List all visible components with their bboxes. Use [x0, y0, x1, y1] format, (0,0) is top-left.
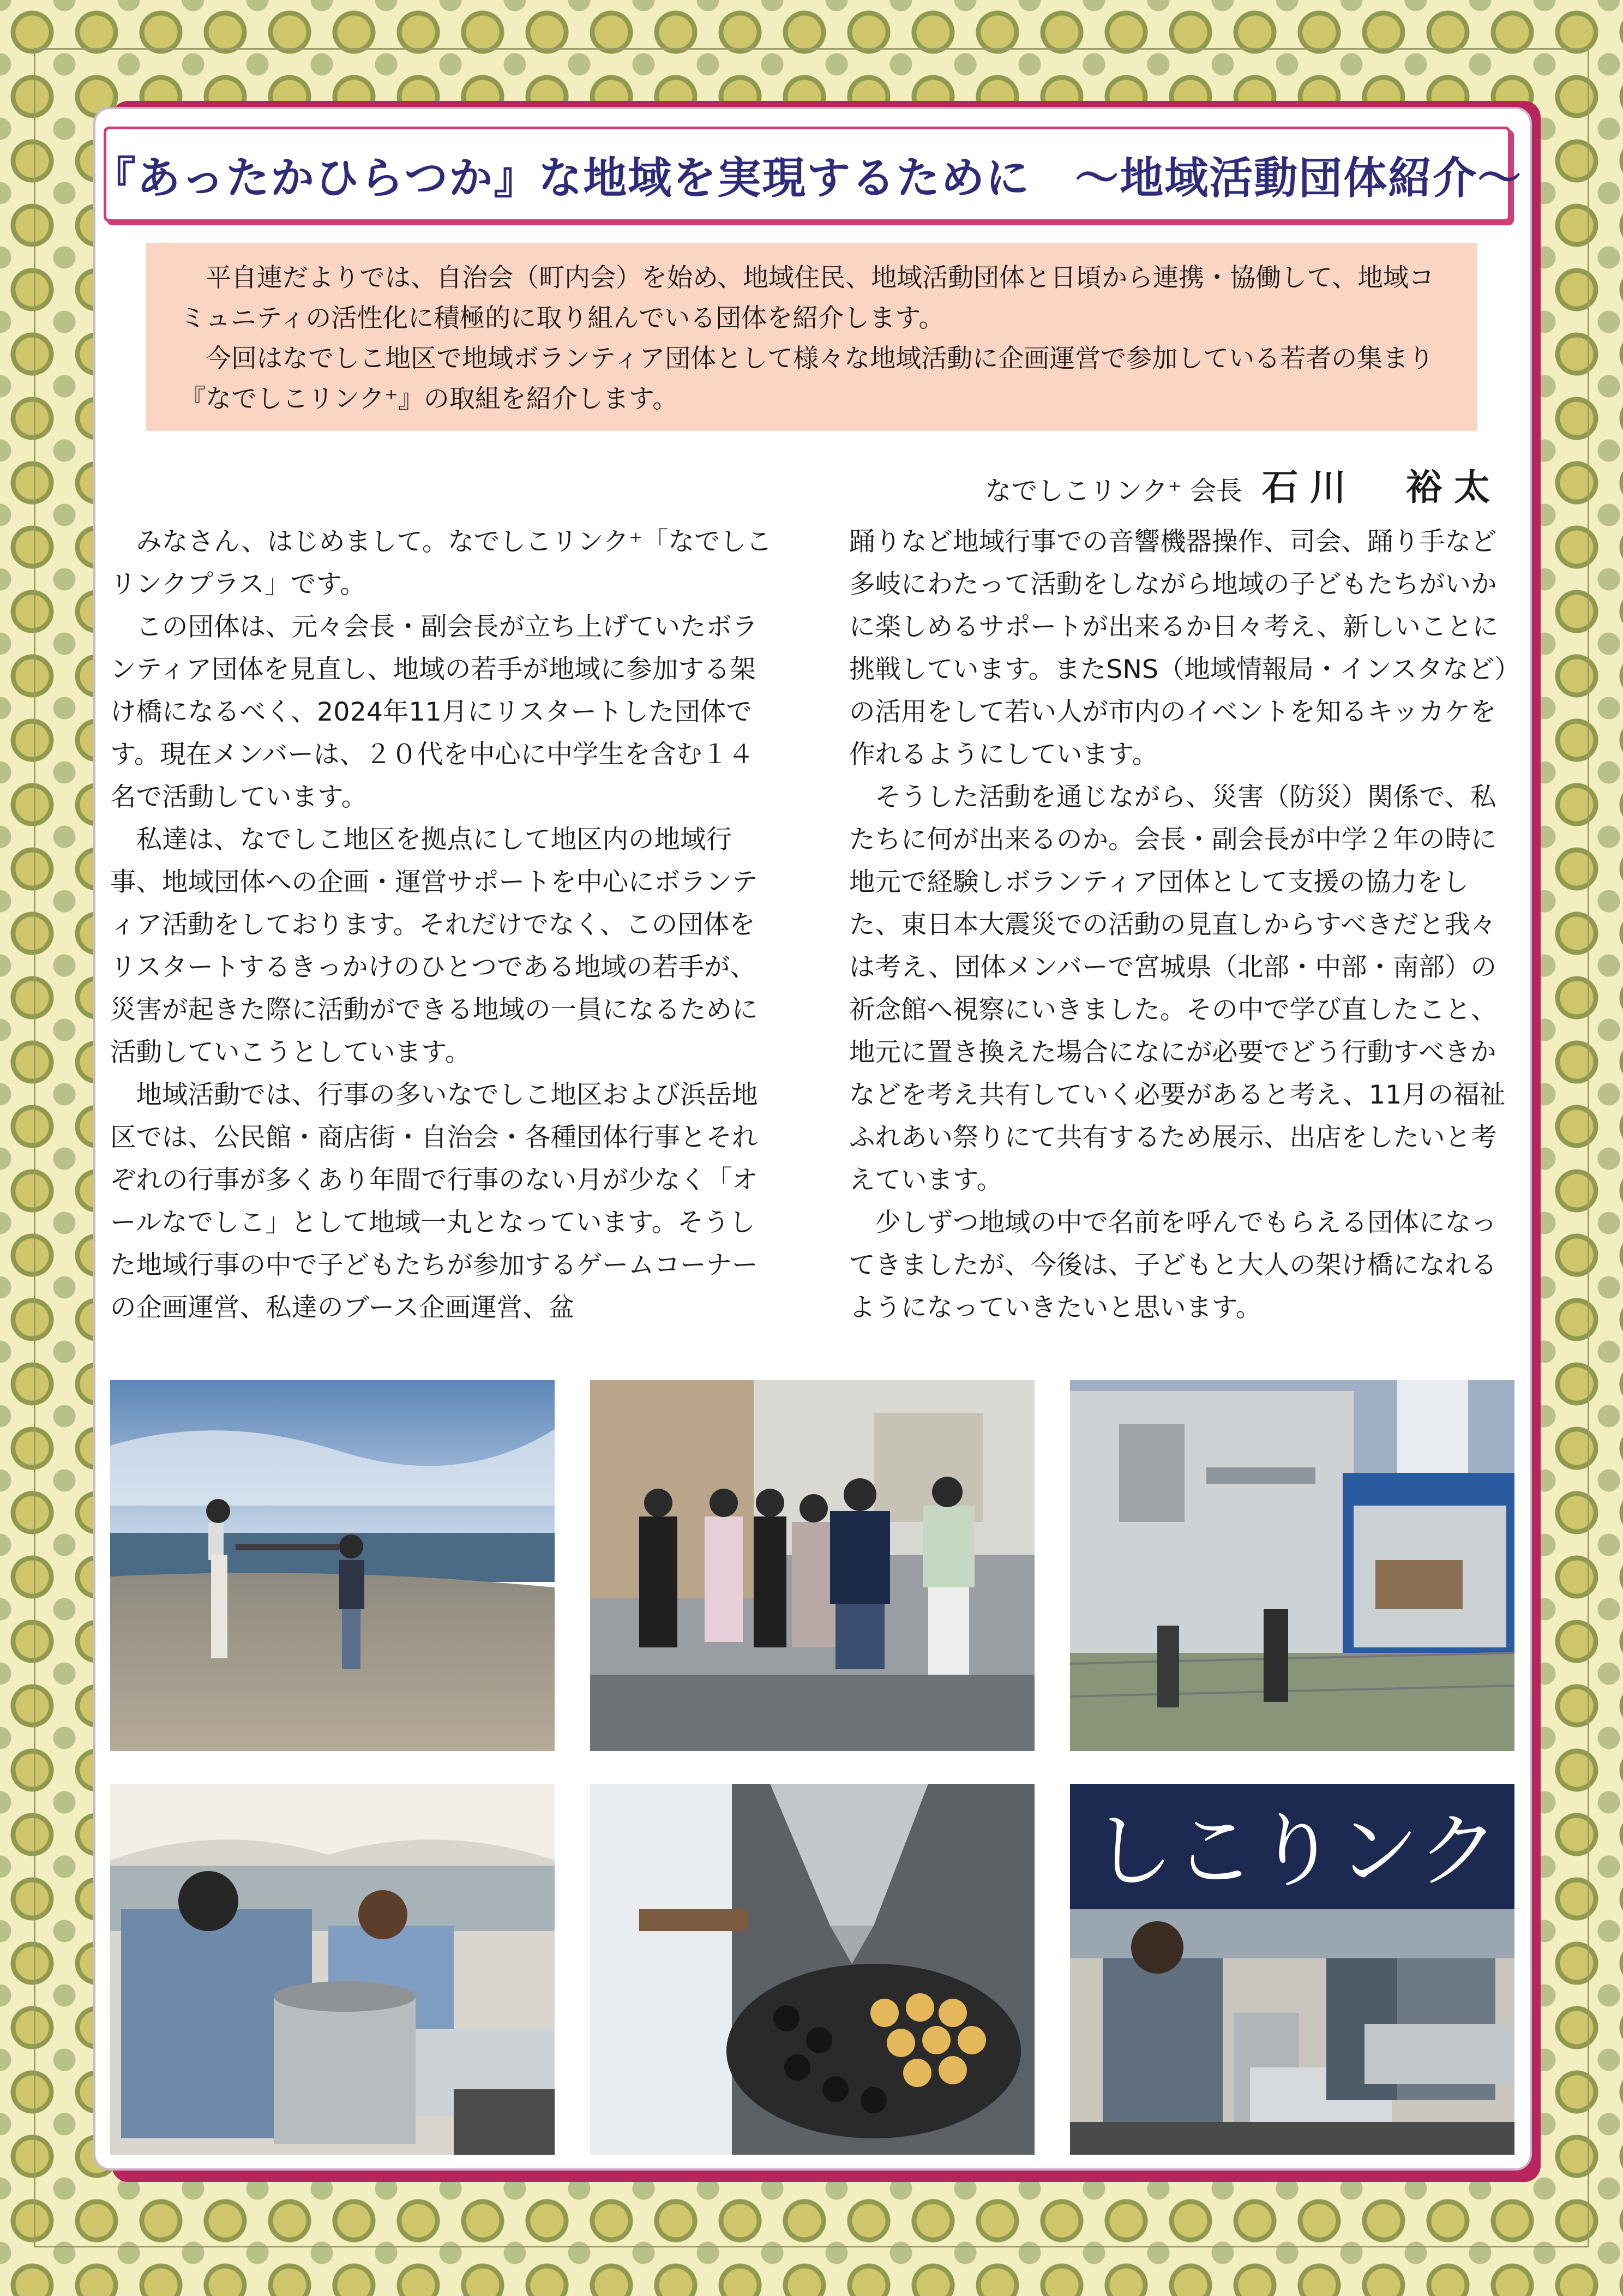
- photo-building: [1070, 1380, 1514, 1751]
- article-paragraph: みなさん、はじめまして。なでしこリンク⁺「なでしこリンクプラス」です。: [110, 527, 772, 600]
- title-box: [92, 127, 1523, 222]
- article-paragraph: そうした活動を通じながら、災害（防災）関係で、私たちに何が出来るのか。会長・副会長が中学２年の時に地元で経験しボランティア団体として支援の協力をした、東日本大震災での活動の見直しからすべきだと我々は考え、団体メンバーで宮城県（北部・中部・南部）の祈念館へ視察にいきました。その中で学び直したこと、地元に置き換えた場合になにが必要でどう行動すべきかなどを考え共有していく必要があると考え、11月の福祉ふれあい祭りにて共有するため展示、出店をしたいと考えています。: [849, 782, 1506, 1195]
- article-paragraph: 踊りなど地域行事での音響機器操作、司会、踊り手など多岐にわたって活動をしながら地域の子どもたちがいかに楽しめるサポートが出来るか日々考え、新しいことに挑戦しています。またSNS（地域情報局・インスタなど）の活用をして若い人が市内のイベントを知るキッカケを作れるようにしています。: [849, 527, 1507, 770]
- photo-tent-cooking: [110, 1784, 555, 2155]
- photo-group: [590, 1380, 1035, 1751]
- photo-stall: [1070, 1784, 1514, 2155]
- stall-banner-text: しこりンク: [1092, 1804, 1500, 1899]
- byline-name: 石川 裕太: [1262, 466, 1502, 508]
- article-column-left: [110, 521, 778, 1329]
- byline: [985, 458, 1502, 510]
- article-paragraph: 私達は、なでしこ地区を拠点にして地区内の地域行事、地域団体への企画・運営サポートを中心にボランティア活動をしております。それだけでなく、この団体をリスタートするきっかけのひとつである地域の若手が、災害が起きた際に活動ができる地域の一員になるために活動していこうとしています。: [110, 825, 758, 1068]
- intro-paragraph: 平自連だよりでは、自治会（町内会）を始め、地域住民、地域活動団体と日頃から連携・協働して、地域コミュニティの活性化に積極的に取り組んでいる団体を紹介します。: [180, 263, 1435, 333]
- article-column-right: [849, 521, 1517, 1329]
- article-paragraph: この団体は、元々会長・副会長が立ち上げていたボランティア団体を見直し、地域の若手が地域に参加する架け橋になるべく、2024年11月にリスタートした団体です。現在メンバーは、２０代を中心に中学生を含む１４名で活動しています。: [110, 612, 758, 812]
- byline-org: なでしこリンク⁺ 会長: [985, 476, 1242, 506]
- intro-paragraph: 今回はなでしこ地区で地域ボランティア団体として様々な地域活動に企画運営で参加している若者の集まり『なでしこリンク⁺』の取組を紹介します。: [180, 344, 1434, 414]
- page-title: 『あったかひらつか』な地域を実現するために ～地域活動団体紹介～: [92, 153, 1523, 203]
- intro-box: [146, 243, 1477, 431]
- article-paragraph: 地域活動では、行事の多いなでしこ地区および浜岳地区では、公民館・商店街・自治会・各種団体行事とそれぞれの行事が多くあり年間で行事のない月が少なく「オールなでしこ」として地域一丸となっています。そうした地域行事の中で子どもたちが参加するゲームコーナーの企画運営、私達のブース企画運営、盆: [110, 1080, 758, 1323]
- photo-takoyaki: [590, 1784, 1035, 2155]
- photo-beach: [110, 1380, 555, 1751]
- article-paragraph: 少しずつ地域の中で名前を呼んでもらえる団体になってきましたが、今後は、子どもと大人の架け橋になれるようになっていきたいと思います。: [849, 1208, 1497, 1323]
